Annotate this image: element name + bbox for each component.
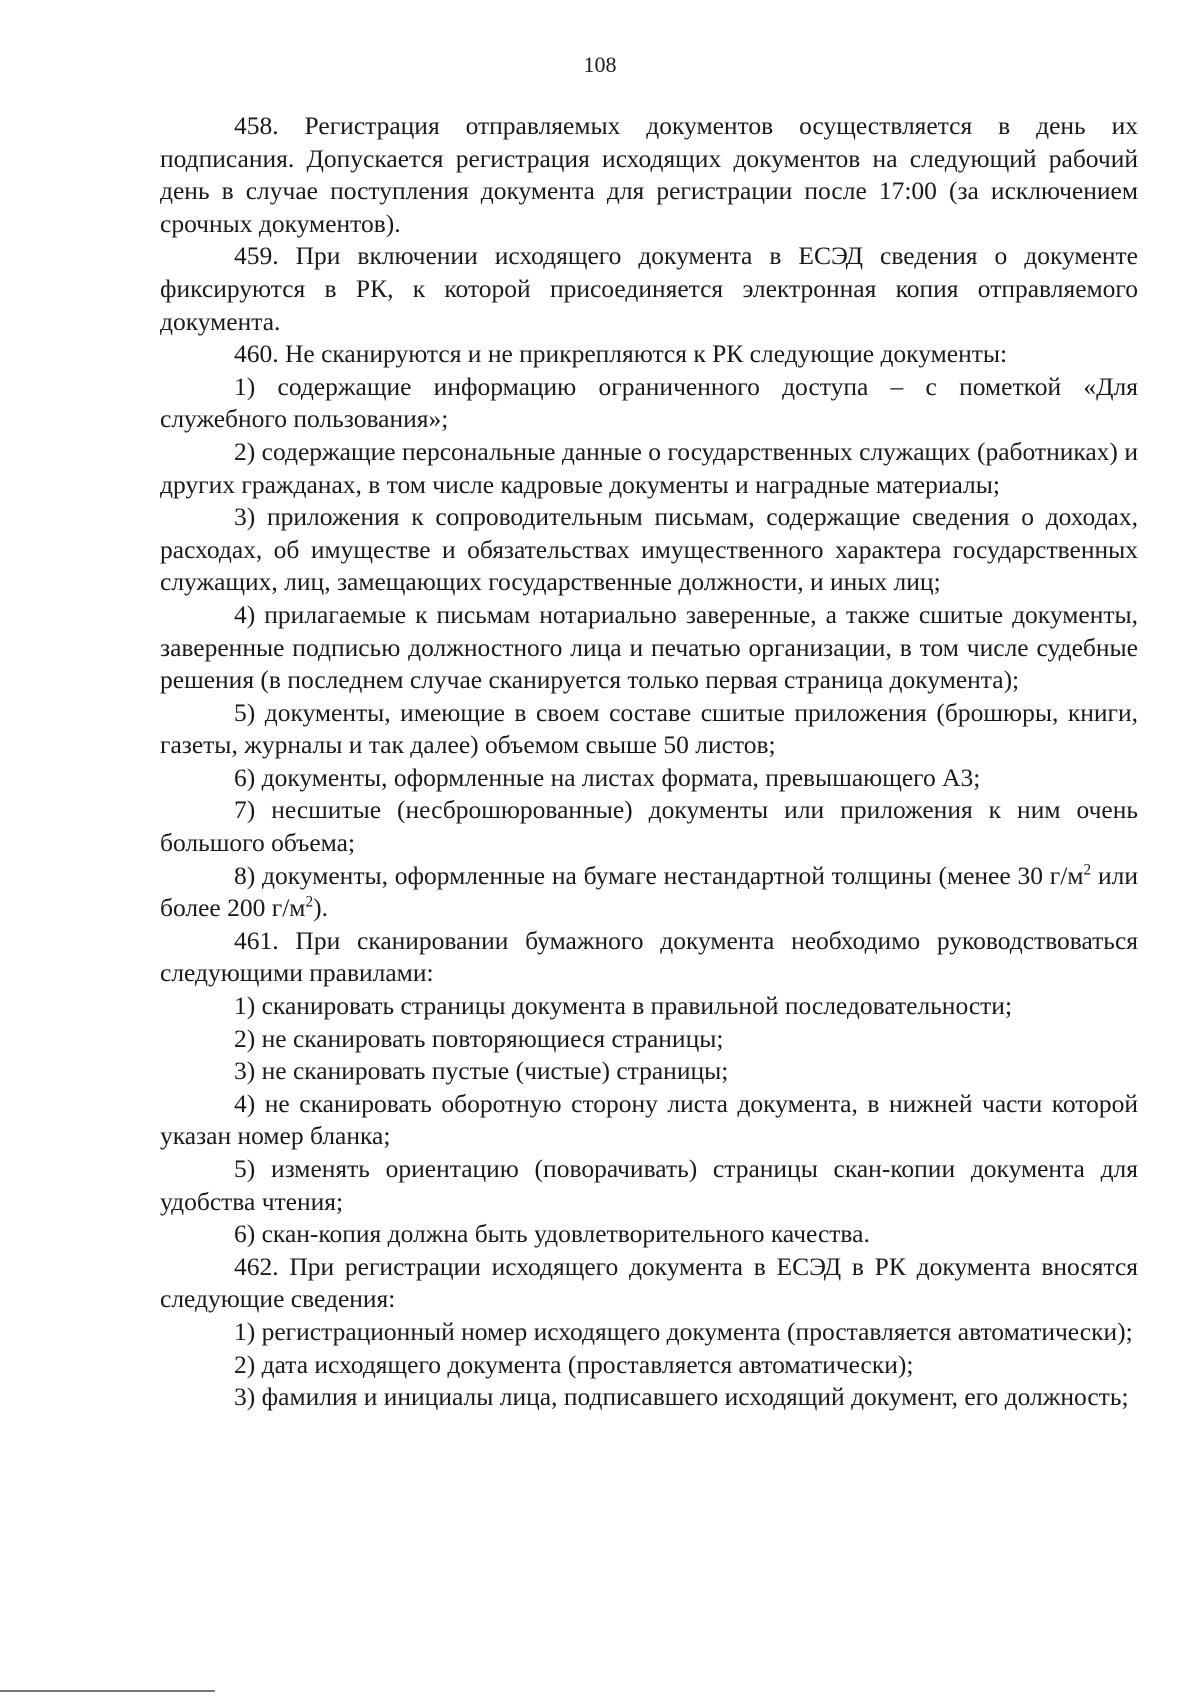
- paragraph-461: 461. При сканировании бумажного документа необходимо руководствоваться следующими правилами:: [160, 925, 1138, 988]
- list-item-460-8-text-c: ).: [313, 893, 328, 923]
- paragraph-462: 462. При регистрации исходящего документа в ЕСЭД в РК документа вносятся следующие сведения:: [160, 1251, 1138, 1314]
- list-item-461-6: 6) скан-копия должна быть удовлетворительного качества.: [234, 1219, 870, 1249]
- superscript-square: 2: [1083, 861, 1092, 879]
- list-item-462-1: 1) регистрационный номер исходящего документа (проставляется автоматически);: [234, 1316, 1133, 1346]
- list-item-460-4: 4) прилагаемые к письмам нотариально заверенные, а также сшитые документы, заверенные подписью должностного лица и печатью организации, в том числе судебные решения (в последнем случае сканируется только первая страница документа);: [160, 599, 1138, 695]
- list-item-461-5: 5) изменять ориентацию (поворачивать) страницы скан-копии документа для удобства чтения;: [160, 1154, 1138, 1216]
- list-item-462-2: 2) дата исходящего документа (проставляется автоматически);: [234, 1349, 914, 1379]
- list-item-461-2: 2) не сканировать повторяющиеся страницы;: [234, 1023, 724, 1053]
- paragraph-458: 458. Регистрация отправляемых документов осуществляется в день их подписания. Допускается регистрация исходящих документов на следующий рабочий день в случае поступления документа для регистрации после 17:00 (за исключением срочных документов).: [160, 111, 1138, 238]
- list-item-461-4: 4) не сканировать оборотную сторону листа документа, в нижней части которой указан номер бланка;: [160, 1088, 1138, 1151]
- paragraph-459: 459. При включении исходящего документа в ЕСЭД сведения о документе фиксируются в РК, к которой присоединяется электронная копия отправляемого документа.: [160, 241, 1138, 336]
- document-body: [160, 110, 1138, 1414]
- list-item-462-3: 3) фамилия и инициалы лица, подписавшего исходящий документ, его должность;: [234, 1382, 1129, 1412]
- list-item-461-1: 1) сканировать страницы документа в правильной последовательности;: [234, 991, 1013, 1021]
- list-item-460-3: 3) приложения к сопроводительным письмам, содержащие сведения о доходах, расходах, об имуществе и обязательствах имущественного характера государственных служащих, лиц, замещающих государственные должности, и иных лиц;: [160, 502, 1138, 597]
- list-item-460-2: 2) содержащие персональные данные о государственных служащих (работниках) и других гражданах, в том числе кадровые документы и наградные материалы;: [160, 436, 1138, 499]
- superscript-square: 2: [305, 893, 314, 911]
- scan-edge-line: [0, 1690, 215, 1692]
- list-item-460-8-text-a: 8) документы, оформленные на бумаге нестандартной толщины (менее 30 г/м: [234, 860, 1084, 890]
- list-item-461-3: 3) не сканировать пустые (чистые) страницы;: [234, 1056, 729, 1086]
- page-number: 108: [583, 52, 617, 77]
- list-item-460-5: 5) документы, имеющие в своем составе сшитые приложения (брошюры, книги, газеты, журналы и так далее) объемом свыше 50 листов;: [160, 697, 1138, 760]
- list-item-460-6: 6) документы, оформленные на листах формата, превышающего А3;: [234, 762, 981, 792]
- paragraph-460: 460. Не сканируются и не прикрепляются к РК следующие документы:: [234, 339, 1008, 369]
- list-item-460-8-text-b: или более 200 г/м: [160, 860, 1138, 923]
- list-item-460-1: 1) содержащие информацию ограниченного доступа – с пометкой «Для служебного пользования»;: [160, 371, 1138, 434]
- list-item-460-8: [160, 860, 1138, 925]
- list-item-460-7: 7) несшитые (несброшюрованные) документы или приложения к ним очень большого объема;: [160, 795, 1138, 858]
